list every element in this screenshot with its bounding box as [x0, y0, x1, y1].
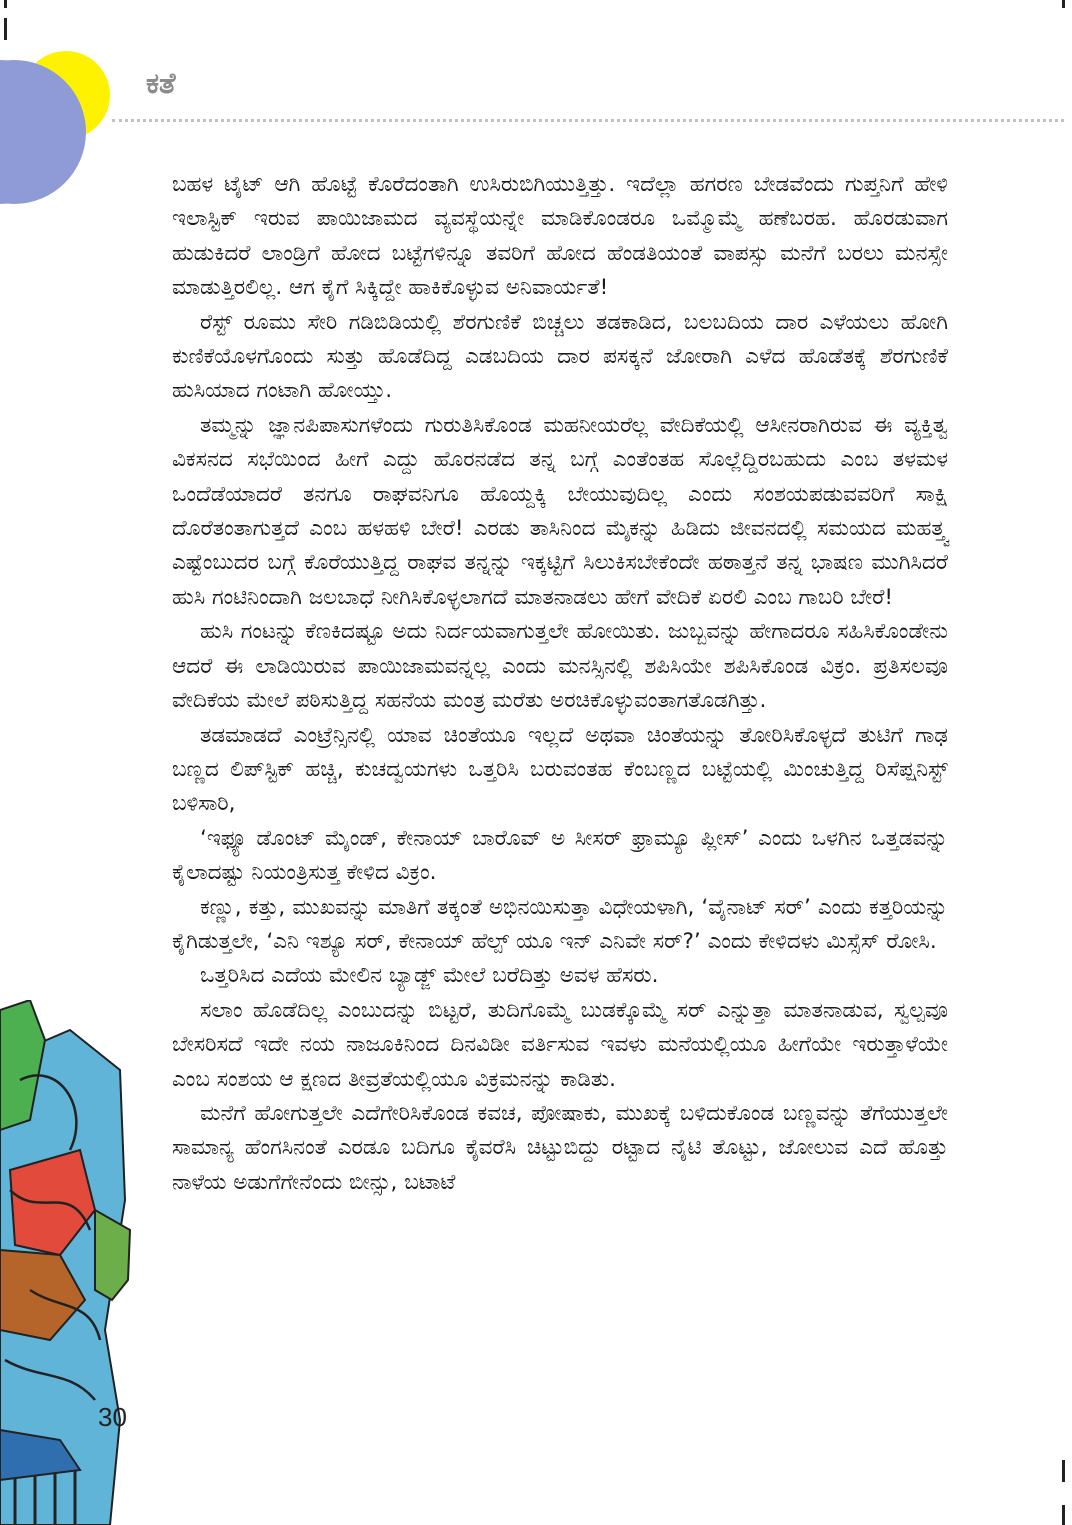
paragraph: ರೆಸ್ಟ್ ರೂಮು ಸೇರಿ ಗಡಿಬಿಡಿಯಲ್ಲಿ ಶೆರಗುಣಿಕೆ ಬಿಚ್ಚಲು ತಡಕಾಡಿದ, ಬಲಬದಿಯ ದಾರ ಎಳೆಯಲು ಹೋಗಿ ಕುಣಿಕೆಯೊಳಗೊಂದು ಸುತ್ತು ಹೊಡೆದಿದ್ದ ಎಡಬದಿಯ ದಾರ ಪಸಕ್ಕನೆ ಜೋರಾಗಿ ಎಳೆದ ಹೊಡೆತಕ್ಕೆ ಶೆರಗುಣಿಕೆ ಹುಸಿಯಾದ ಗಂಟಾಗಿ ಹೋಯ್ತು.	[172, 309, 948, 404]
paragraph: ಹುಸಿ ಗಂಟನ್ನು ಕೆಣಕಿದಷ್ಟೂ ಅದು ನಿರ್ದಯವಾಗುತ್ತಲೇ ಹೋಯಿತು. ಜುಬ್ಬವನ್ನು ಹೇಗಾದರೂ ಸಹಿಸಿಕೊಂಡೇನು ಆದರೆ ಈ ಲಾಡಿಯಿರುವ ಪಾಯಿಜಾಮವನ್ನಲ್ಲ ಎಂದು ಮನಸ್ಸಿನಲ್ಲಿ ಶಪಿಸಿಯೇ ಶಪಿಸಿಕೊಂಡ ವಿಕ್ರಂ. ಪ್ರತಿಸಲವೂ ವೇದಿಕೆಯ ಮೇಲೆ ಪಠಿಸುತ್ತಿದ್ದ ಸಹನೆಯ ಮಂತ್ರ ಮರೆತು ಅರಚಿಕೊಳ್ಳುವಂತಾಗತೊಡಗಿತ್ತು.	[172, 619, 948, 714]
crop-mark-right	[1062, 1460, 1065, 1482]
paragraph: ಒತ್ತರಿಸಿದ ಎದೆಯ ಮೇಲಿನ ಬ್ಯಾಡ್ಜ್ ಮೇಲೆ ಬರೆದಿತ್ತು ಅವಳ ಹೆಸರು.	[200, 963, 659, 989]
illustration-decoration	[0, 1000, 150, 1525]
crop-mark-bottom-right	[1062, 1505, 1065, 1525]
dotted-divider	[112, 119, 1064, 122]
section-label: ಕತೆ	[146, 66, 176, 100]
story-body	[172, 168, 948, 1200]
paragraph: ತಡಮಾಡದೆ ಎಂಟ್ರೆನ್ಸಿನಲ್ಲಿ ಯಾವ ಚಿಂತೆಯೂ ಇಲ್ಲದೆ ಅಥವಾ ಚಿಂತೆಯನ್ನು ತೋರಿಸಿಕೊಳ್ಳದೆ ತುಟಿಗೆ ಗಾಢ ಬಣ್ಣದ ಲಿಪ್‌ಸ್ಟಿಕ್ ಹಚ್ಚಿ, ಕುಚದ್ವಯಗಳು ಒತ್ತರಿಸಿ ಬರುವಂತಹ ಕೆಂಬಣ್ಣದ ಬಟ್ಟೆಯಲ್ಲಿ ಮಿಂಚುತ್ತಿದ್ದ ರಿಸೆಪ್ಷನಿಸ್ಟ್ ಬಳಿಸಾರಿ,	[172, 722, 948, 817]
crop-mark-top-right	[1062, 0, 1065, 8]
paragraph: ‘ಇಫ್ಯೂ ಡೊಂಟ್ ಮೈಂಡ್, ಕೇನಾಯ್ ಬಾರೊವ್ ಅ ಸೀಸರ್ ಫ್ರಾಮ್ಯೂ ಪ್ಲೀಸ್’ ಎಂದು ಒಳಗಿನ ಒತ್ತಡವನ್ನು ಕೈಲಾದಷ್ಟು ನಿಯಂತ್ರಿಸುತ್ತ ಕೇಳಿದ ವಿಕ್ರಂ.	[172, 825, 948, 886]
paragraph: ತಮ್ಮನ್ನು ಜ್ಞಾನಪಿಪಾಸುಗಳೆಂದು ಗುರುತಿಸಿಕೊಂಡ ಮಹನೀಯರೆಲ್ಲ ವೇದಿಕೆಯಲ್ಲಿ ಆಸೀನರಾಗಿರುವ ಈ ವ್ಯಕ್ತಿತ್ವ ವಿಕಸನದ ಸಭೆಯಿಂದ ಹೀಗೆ ಎದ್ದು ಹೊರನಡೆದ ತನ್ನ ಬಗ್ಗೆ ಎಂತೆಂತಹ ಸೊಲ್ಲೆದ್ದಿರಬಹುದು ಎಂಬ ತಳಮಳ ಒಂದೆಡೆಯಾದರೆ ತನಗೂ ರಾಘವನಿಗೂ ಹೊಯ್ದಕ್ಕಿ ಬೇಯುವುದಿಲ್ಲ ಎಂದು ಸಂಶಯಪಡುವವರಿಗೆ ಸಾಕ್ಷಿ ದೊರೆತಂತಾಗುತ್ತದೆ ಎಂಬ ಹಳಹಳಿ ಬೇರೆ! ಎರಡು ತಾಸಿನಿಂದ ಮೈಕನ್ನು ಹಿಡಿದು ಜೀವನದಲ್ಲಿ ಸಮಯದ ಮಹತ್ತ್ವ ಎಷ್ಟೆಂಬುದರ ಬಗ್ಗೆ ಕೊರೆಯುತ್ತಿದ್ದ ರಾಘವ ತನ್ನನ್ನು ಇಕ್ಕಟ್ಟಿಗೆ ಸಿಲುಕಿಸಬೇಕೆಂದೇ ಹಠಾತ್ತನೆ ತನ್ನ ಭಾಷಣ ಮುಗಿಸಿದರೆ ಹುಸಿ ಗಂಟಿನಿಂದಾಗಿ ಜಲಬಾಧೆ ನೀಗಿಸಿಕೊಳ್ಳಲಾಗದೆ ಮಾತನಾಡಲು ಹೇಗೆ ವೇದಿಕೆ ಏರಲಿ ಎಂಬ ಗಾಬರಿ ಬೇರೆ!	[172, 412, 948, 610]
paragraph: ಬಹಳ ಟೈಟ್ ಆಗಿ ಹೊಟ್ಟೆ ಕೊರೆದಂತಾಗಿ ಉಸಿರುಬಿಗಿಯುತ್ತಿತ್ತು. ಇದೆಲ್ಲಾ ಹಗರಣ ಬೇಡವೆಂದು ಗುಪ್ತನಿಗೆ ಹೇಳಿ ಇಲಾಸ್ಟಿಕ್ ಇರುವ ಪಾಯಿಜಾಮದ ವ್ಯವಸ್ಥೆಯನ್ನೇ ಮಾಡಿಕೊಂಡರೂ ಒಮ್ಮೊಮ್ಮೆ ಹಣೆಬರಹ. ಹೊರಡುವಾಗ ಹುಡುಕಿದರೆ ಲಾಂಡ್ರಿಗೆ ಹೋದ ಬಟ್ಟೆಗಳಿನ್ನೂ ತವರಿಗೆ ಹೋದ ಹೆಂಡತಿಯಂತೆ ವಾಪಸ್ಸು ಮನೆಗೆ ಬರಲು ಮನಸ್ಸೇ ಮಾಡುತ್ತಿರಲಿಲ್ಲ. ಆಗ ಕೈಗೆ ಸಿಕ್ಕಿದ್ದೇ ಹಾಕಿಕೊಳ್ಳುವ ಅನಿವಾರ್ಯತೆ!	[172, 172, 948, 301]
header-decoration	[0, 0, 140, 220]
illustration-face-shape	[95, 1210, 130, 1300]
paragraph: ಸಲಾಂ ಹೊಡೆದಿಲ್ಲ ಎಂಬುದನ್ನು ಬಿಟ್ಟರೆ, ತುದಿಗೊಮ್ಮೆ ಬುಡಕ್ಕೊಮ್ಮೆ ಸರ್ ಎನ್ನುತ್ತಾ ಮಾತನಾಡುವ, ಸ್ವಲ್ಪವೂ ಬೇಸರಿಸದೆ ಇದೇ ನಯ ನಾಜೂಕಿನಿಂದ ದಿನವಿಡೀ ವರ್ತಿಸುವ ಇವಳು ಮನೆಯಲ್ಲಿಯೂ ಹೀಗೆಯೇ ಇರುತ್ತಾಳೆಯೇ ಎಂಬ ಸಂಶಯ ಆ ಕ್ಷಣದ ತೀವ್ರತೆಯಲ್ಲಿಯೂ ವಿಕ್ರಮನನ್ನು ಕಾಡಿತು.	[172, 997, 948, 1092]
paragraph: ಮನೆಗೆ ಹೋಗುತ್ತಲೇ ಎದೆಗೇರಿಸಿಕೊಂಡ ಕವಚ, ಪೋಷಾಕು, ಮುಖಕ್ಕೆ ಬಳಿದುಕೊಂಡ ಬಣ್ಣವನ್ನು ತೆಗೆಯುತ್ತಲೇ ಸಾಮಾನ್ಯ ಹೆಂಗಸಿನಂತೆ ಎರಡೂ ಬದಿಗೂ ಕೈವರೆಸಿ ಚಿಟ್ಟುಬಿದ್ದು ರಟ್ಟಾದ ನೈಟಿ ತೊಟ್ಟು, ಜೋಲುವ ಎದೆ ಹೊತ್ತು ನಾಳೆಯ ಅಡುಗೆಗೇನೆಂದು ಬೀನ್ಸು, ಬಟಾಟೆ	[172, 1100, 948, 1195]
paragraph: ಕಣ್ಣು, ಕತ್ತು, ಮುಖವನ್ನು ಮಾತಿಗೆ ತಕ್ಕಂತೆ ಅಭಿನಯಿಸುತ್ತಾ ವಿಧೇಯಳಾಗಿ, ‘ವೈನಾಟ್ ಸರ್’ ಎಂದು ಕತ್ತರಿಯನ್ನು ಕೈಗಿಡುತ್ತಲೇ, ‘ಎನಿ ಇಶ್ಯೂ ಸರ್, ಕೇನಾಯ್ ಹೆಲ್ಪ್ ಯೂ ಇನ್ ಎನಿವೇ ಸರ್?’ ಎಂದು ಕೇಳಿದಳು ಮಿಸ್ಸೆಸ್ ರೋಸಿ.	[172, 894, 948, 954]
page-number: 30	[98, 1402, 127, 1432]
